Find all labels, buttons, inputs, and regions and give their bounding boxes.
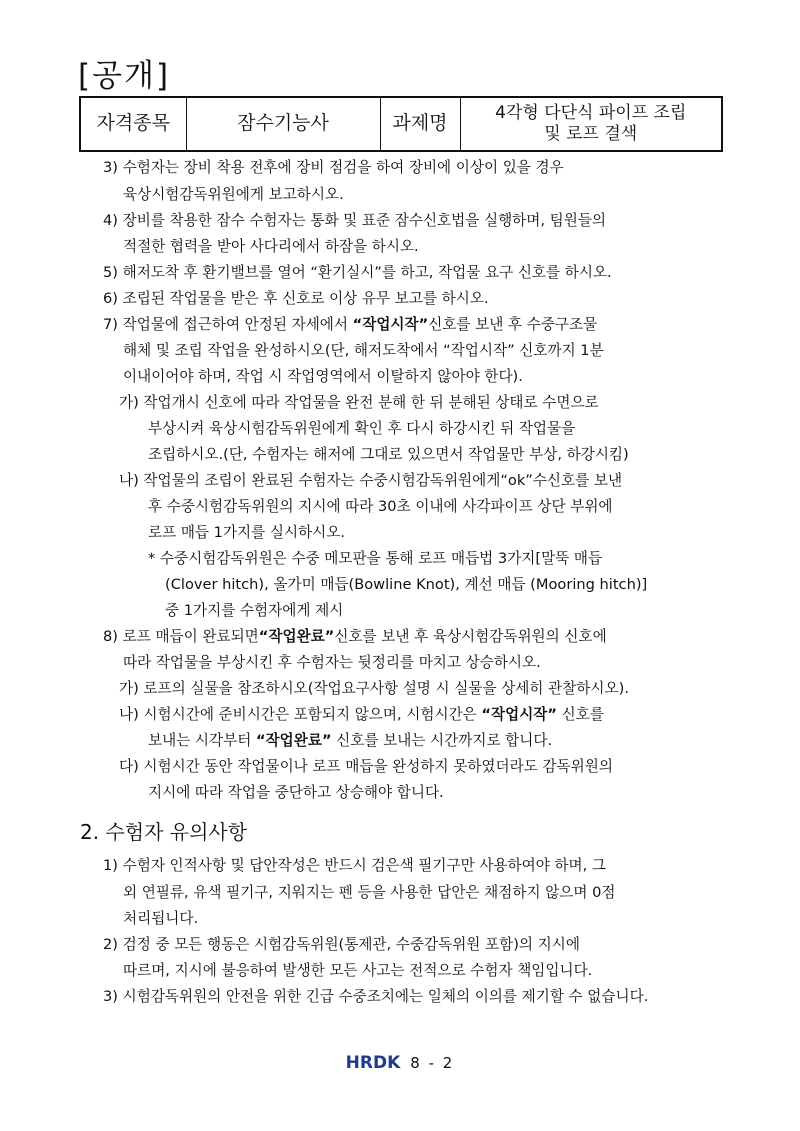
signal-complete-emphasis: “작업완료”: [258, 628, 335, 645]
instruction-line: 육상시험감독위원에게 보고하시오.: [123, 186, 344, 203]
instruction-text: 보내는 시각부터: [148, 732, 256, 749]
instruction-line: 후 수중시험감독위원의 지시에 따라 30초 이내에 사각파이프 상단 부위에: [148, 498, 613, 515]
notice-line: 따르며, 지시에 불응하여 발생한 모든 사고는 전적으로 수험자 책임입니다.: [123, 962, 593, 979]
instruction-line: 부상시켜 육상시험감독위원에게 확인 후 다시 하강시킨 뒤 작업물을: [148, 420, 576, 437]
instruction-line: 조립하시오.(단, 수험자는 해저에 그대로 있으면서 작업물만 부상, 하강시킴): [148, 446, 629, 463]
instruction-line: 적절한 협력을 받아 사다리에서 하잠을 하시오.: [123, 238, 419, 255]
instruction-line: 3) 수험자는 장비 착용 전후에 장비 점검을 하여 장비에 이상이 있을 경우: [103, 159, 564, 176]
task-value-line1: 4각형 다단식 파이프 조립: [495, 102, 687, 123]
instruction-text: 7) 작업물에 접근하여 안정된 자세에서: [103, 316, 353, 333]
instruction-text: 신호를 보내는 시간까지로 합니다.: [331, 732, 553, 749]
task-value-line2: 및 로프 결색: [544, 124, 638, 144]
instruction-line: 로프 매듭 1가지를 실시하시오.: [148, 524, 346, 541]
instruction-text: 나) 시험시간에 준비시간은 포함되지 않으며, 시험시간은: [119, 706, 482, 723]
qualification-label: 자격종목: [80, 97, 186, 151]
hrdk-logo: HRDK: [345, 1053, 401, 1073]
instruction-line: 이내이어야 하며, 작업 시 작업영역에서 이탈하지 않아야 한다).: [123, 368, 523, 385]
signal-complete-emphasis: “작업완료”: [255, 732, 332, 749]
page-footer: [0, 1053, 800, 1073]
notice-line: 1) 수험자 인적사항 및 답안작성은 반드시 검은색 필기구만 사용하여야 하며, 그: [103, 857, 607, 874]
instruction-text: 8) 로프 매듭이 완료되면: [103, 628, 259, 645]
info-table: [79, 96, 723, 152]
instruction-line: 가) 로프의 실물을 참조하시오(작업요구사항 설명 시 실물을 상세히 관찰하시오).: [119, 680, 629, 697]
instruction-text: 신호를 보낸 후 육상시험감독위원의 신호에: [334, 628, 607, 645]
section-heading: 2. 수험자 유의사항: [80, 820, 248, 844]
table-row: [80, 97, 722, 151]
instruction-line: 해체 및 조립 작업을 완성하시오(단, 해저도착에서 “작업시작” 신호까지 1분: [123, 342, 604, 359]
instruction-line: [148, 731, 552, 751]
task-label: 과제명: [380, 97, 460, 151]
instruction-line: 지시에 따라 작업을 중단하고 상승해야 합니다.: [148, 784, 444, 801]
notice-line: 2) 검정 중 모든 행동은 시험감독위원(통제관, 수중감독위원 포함)의 지시에: [103, 936, 580, 953]
instruction-line: 나) 작업물의 조립이 완료된 수험자는 수중시험감독위원에게“ok”수신호를 보낸: [119, 472, 623, 489]
instruction-text: 신호를 보낸 후 수중구조물: [428, 316, 598, 333]
instruction-line: 따라 작업물을 부상시킨 후 수험자는 뒷정리를 마치고 상승하시오.: [123, 654, 541, 671]
instruction-line: 다) 시험시간 동안 작업물이나 로프 매듭을 완성하지 못하였더라도 감독위원의: [119, 758, 613, 775]
page-label: [공개]: [78, 58, 171, 94]
instruction-line: [103, 627, 607, 647]
instruction-line: 중 1가지를 수험자에게 제시: [165, 602, 344, 619]
qualification-value: 잠수기능사: [186, 97, 380, 151]
instruction-line: * 수중시험감독위원은 수중 메모판을 통해 로프 매듭법 3가지[말뚝 매듭: [148, 550, 603, 567]
signal-start-emphasis: “작업시작”: [352, 316, 429, 333]
instruction-line: [119, 705, 604, 725]
page-number: 8 - 2: [410, 1054, 455, 1072]
notice-line: 외 연필류, 유색 필기구, 지워지는 펜 등을 사용한 답안은 채점하지 않으며 0점: [123, 884, 616, 901]
instruction-line: 4) 장비를 착용한 잠수 수험자는 통화 및 표준 잠수신호법을 실행하며, 팀원들의: [103, 212, 607, 229]
instruction-line: 5) 해저도착 후 환기밸브를 열어 “환기실시”를 하고, 작업물 요구 신호를 하시오.: [103, 264, 612, 281]
instruction-line: (Clover hitch), 올가미 매듭(Bowline Knot), 계선 매듭 (Mooring hitch)]: [165, 576, 648, 593]
signal-start-emphasis: “작업시작”: [481, 706, 557, 723]
task-value: [460, 97, 722, 151]
instruction-line: 가) 작업개시 신호에 따라 작업물을 완전 분해 한 뒤 분해된 상태로 수면으로: [119, 394, 599, 411]
instruction-text: 신호를: [557, 706, 604, 723]
instruction-line: [103, 315, 597, 335]
notice-line: 처리됩니다.: [123, 910, 199, 927]
instruction-line: 6) 조립된 작업물을 받은 후 신호로 이상 유무 보고를 하시오.: [103, 290, 489, 307]
notice-line: 3) 시험감독위원의 안전을 위한 긴급 수중조치에는 일체의 이의를 제기할 수 없습니다.: [103, 988, 649, 1005]
